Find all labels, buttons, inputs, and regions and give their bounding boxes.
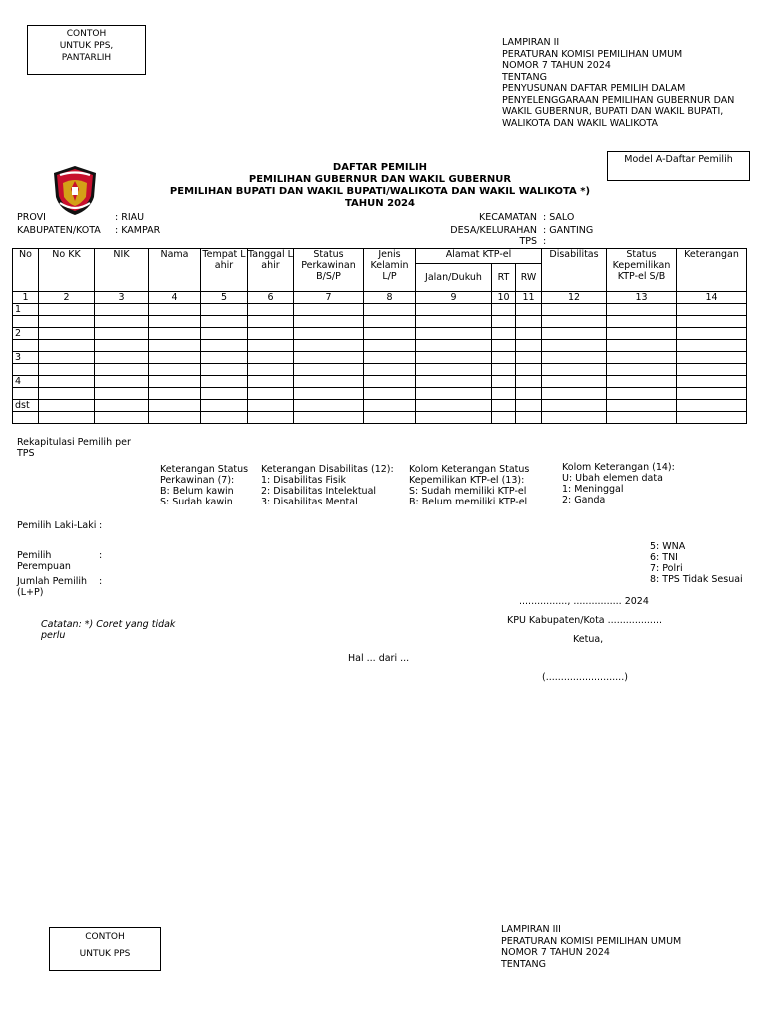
table-cell — [39, 316, 95, 328]
column-number: 13 — [607, 292, 677, 304]
column-number: 5 — [201, 292, 248, 304]
table-cell — [39, 376, 95, 388]
header-status-perkawinan: Status Perkawinan B/S/P — [294, 249, 364, 292]
table-cell — [39, 364, 95, 376]
table-header-row — [13, 249, 747, 264]
header-nama: Nama — [149, 249, 201, 292]
table-cell — [201, 340, 248, 352]
example-box-line: PANTARLIH — [61, 53, 112, 63]
table-cell — [542, 376, 607, 388]
table-cell — [542, 388, 607, 400]
table-cell — [39, 388, 95, 400]
table-cell — [39, 400, 95, 412]
table-cell — [201, 364, 248, 376]
table-cell — [149, 304, 201, 316]
legend-line: Perkawinan (7): — [160, 475, 235, 486]
table-cell — [416, 304, 492, 316]
row-number: dst — [13, 400, 39, 412]
table-cell — [607, 412, 677, 424]
table-cell — [201, 376, 248, 388]
table-cell — [39, 352, 95, 364]
header-no-kk: No KK — [39, 249, 95, 292]
pemilih-perempuan-colon: : — [99, 550, 103, 561]
table-cell — [149, 316, 201, 328]
table-cell — [492, 376, 516, 388]
table-cell — [201, 400, 248, 412]
table-cell — [201, 412, 248, 424]
table-cell — [607, 304, 677, 316]
table-cell — [248, 304, 294, 316]
legend-line: S: Sudah kawin — [160, 497, 233, 504]
table-cell — [516, 400, 542, 412]
row-number: 4 — [13, 376, 39, 388]
rekap-title: Rekapitulasi Pemilih per TPS — [17, 437, 131, 459]
table-cell — [248, 400, 294, 412]
table-cell — [492, 388, 516, 400]
kecamatan-value: : SALO — [543, 212, 575, 223]
legend-line: Keterangan Disabilitas (12): — [261, 464, 394, 475]
table-cell — [149, 388, 201, 400]
table-cell — [95, 412, 149, 424]
catatan-note: Catatan: *) Coret yang tidak perlu — [41, 619, 176, 641]
header-tanggal-lahir: Tanggal Lahir — [248, 249, 294, 292]
table-cell — [294, 388, 364, 400]
table-cell — [607, 400, 677, 412]
table-cell — [294, 340, 364, 352]
table-cell — [95, 340, 149, 352]
provinsi-value: : RIAU — [115, 212, 145, 223]
table-cell — [607, 352, 677, 364]
table-cell — [95, 316, 149, 328]
row-number — [13, 316, 39, 328]
table-cell — [677, 316, 747, 328]
column-number: 7 — [294, 292, 364, 304]
title-line: TAHUN 2024 — [345, 198, 415, 209]
table-cell — [516, 304, 542, 316]
header-status-ktp: Status Kepemilikan KTP-el S/B — [607, 249, 677, 292]
example-box-bottom — [49, 927, 161, 971]
pemilih-perempuan-label: Pemilih Perempuan — [17, 550, 71, 572]
title-line: PEMILIHAN BUPATI DAN WAKIL BUPATI/WALIKOTA DAN WAKIL WALIKOTA *) — [169, 186, 591, 197]
table-cell — [39, 304, 95, 316]
example-box-line: UNTUK PPS, — [59, 41, 114, 51]
lampiran-header-top — [502, 37, 752, 129]
table-cell — [416, 328, 492, 340]
table-cell — [248, 340, 294, 352]
column-number: 2 — [39, 292, 95, 304]
table-cell — [364, 316, 416, 328]
column-number: 3 — [95, 292, 149, 304]
table-cell — [364, 364, 416, 376]
example-box-line: UNTUK PPS — [79, 949, 131, 959]
table-cell — [492, 316, 516, 328]
legend-keterangan — [562, 462, 712, 504]
legend-line: Kolom Keterangan (14): — [562, 462, 675, 473]
pemilih-laki-colon: : — [99, 520, 103, 531]
table-cell — [201, 304, 248, 316]
kabupaten-value: : KAMPAR — [115, 225, 161, 236]
legend-line: 6: TNI — [650, 552, 678, 563]
table-row — [13, 340, 747, 352]
header-alamat: Alamat KTP-el — [416, 249, 542, 264]
table-cell — [248, 364, 294, 376]
table-cell — [364, 412, 416, 424]
legend-line: U: Ubah elemen data — [562, 473, 663, 484]
voter-register-table — [12, 248, 747, 424]
table-cell — [364, 400, 416, 412]
column-number: 1 — [13, 292, 39, 304]
table-cell — [149, 412, 201, 424]
table-cell — [149, 376, 201, 388]
row-number — [13, 388, 39, 400]
signature-date: ................, ................ 2024 — [519, 596, 649, 607]
table-cell — [294, 352, 364, 364]
legend-line: 8: TPS Tidak Sesuai — [650, 574, 743, 585]
table-cell — [416, 400, 492, 412]
column-number: 6 — [248, 292, 294, 304]
table-cell — [201, 352, 248, 364]
legend-line: Kolom Keterangan Status — [409, 464, 530, 475]
signature-ketua: Ketua, — [573, 634, 604, 645]
row-number: 2 — [13, 328, 39, 340]
table-cell — [149, 400, 201, 412]
legend-status-perkawinan — [160, 464, 258, 504]
table-cell — [95, 328, 149, 340]
table-cell — [542, 328, 607, 340]
table-cell — [39, 340, 95, 352]
example-box-line: CONTOH — [85, 932, 125, 942]
row-number — [13, 412, 39, 424]
table-cell — [248, 316, 294, 328]
table-cell — [607, 376, 677, 388]
lampiran-line: PENYELENGGARAAN PEMILIHAN GUBERNUR DAN — [502, 94, 735, 106]
table-row — [13, 388, 747, 400]
title-line: DAFTAR PEMILIH — [332, 162, 428, 173]
legend-line: Kepemilikan KTP-el (13): — [409, 475, 525, 486]
table-cell — [248, 328, 294, 340]
lampiran-line: NOMOR 7 TAHUN 2024 — [502, 60, 611, 71]
table-cell — [516, 388, 542, 400]
column-number: 12 — [542, 292, 607, 304]
table-row — [13, 352, 747, 364]
header-tempat-lahir: Tempat Lahir — [201, 249, 248, 292]
table-cell — [149, 352, 201, 364]
table-cell — [416, 376, 492, 388]
table-cell — [492, 412, 516, 424]
legend-line: B: Belum kawin — [160, 486, 234, 497]
table-row — [13, 412, 747, 424]
tps-label: TPS — [519, 236, 537, 247]
table-cell — [95, 364, 149, 376]
table-cell — [39, 328, 95, 340]
lampiran-line: LAMPIRAN III — [501, 924, 561, 935]
header-no: No — [13, 249, 39, 292]
table-cell — [492, 400, 516, 412]
column-number: 4 — [149, 292, 201, 304]
legend-line: 7: Polri — [650, 563, 683, 574]
table-row — [13, 400, 747, 412]
legend-line: 2: Disabilitas Intelektual — [261, 486, 377, 497]
table-row — [13, 376, 747, 388]
table-cell — [364, 376, 416, 388]
kabupaten-label: KABUPATEN/KOTA — [17, 225, 101, 236]
header-rt: RT — [492, 264, 516, 292]
table-cell — [492, 364, 516, 376]
legend-line: 3: Disabilitas Mental — [261, 497, 358, 504]
table-cell — [39, 412, 95, 424]
table-cell — [677, 304, 747, 316]
lampiran-line: PERATURAN KOMISI PEMILIHAN UMUM — [502, 48, 683, 60]
legend-line: B: Belum memiliki KTP-el — [409, 497, 528, 504]
table-cell — [248, 352, 294, 364]
table-cell — [364, 304, 416, 316]
kpu-logo-icon — [50, 163, 100, 217]
table-cell — [294, 412, 364, 424]
table-cell — [95, 388, 149, 400]
legend-disabilitas — [261, 464, 401, 504]
table-cell — [95, 304, 149, 316]
table-cell — [364, 340, 416, 352]
table-cell — [416, 388, 492, 400]
table-cell — [542, 340, 607, 352]
lampiran-line: WAKIL GUBERNUR, BUPATI DAN WAKIL BUPATI, — [502, 106, 724, 117]
legend-line: Keterangan Status — [160, 464, 249, 475]
table-cell — [416, 340, 492, 352]
table-cell — [416, 316, 492, 328]
pemilih-laki-label: Pemilih Laki-Laki — [17, 520, 97, 531]
legend-keterangan-more — [650, 541, 760, 585]
table-cell — [542, 400, 607, 412]
table-cell — [677, 388, 747, 400]
table-cell — [149, 364, 201, 376]
table-row — [13, 316, 747, 328]
table-cell — [677, 328, 747, 340]
column-number: 8 — [364, 292, 416, 304]
table-cell — [492, 340, 516, 352]
table-row — [13, 328, 747, 340]
lampiran-line: PENYUSUNAN DAFTAR PEMILIH DALAM — [502, 83, 686, 94]
table-cell — [516, 340, 542, 352]
document-title — [130, 162, 630, 210]
table-cell — [294, 376, 364, 388]
table-cell — [364, 328, 416, 340]
table-cell — [607, 388, 677, 400]
table-cell — [516, 412, 542, 424]
signature-kpu: KPU Kabupaten/Kota .................. — [507, 615, 663, 626]
kecamatan-label: KECAMATAN — [479, 212, 537, 223]
table-cell — [542, 304, 607, 316]
header-rw: RW — [516, 264, 542, 292]
table-cell — [607, 364, 677, 376]
table-cell — [294, 304, 364, 316]
lampiran-line: NOMOR 7 TAHUN 2024 — [501, 947, 610, 958]
jumlah-pemilih-colon: : — [99, 576, 103, 587]
table-cell — [677, 412, 747, 424]
table-cell — [294, 364, 364, 376]
table-cell — [95, 352, 149, 364]
row-number: 3 — [13, 352, 39, 364]
table-cell — [542, 352, 607, 364]
table-cell — [149, 328, 201, 340]
header-nik: NIK — [95, 249, 149, 292]
table-cell — [248, 412, 294, 424]
legend-line: 1: Disabilitas Fisik — [261, 475, 346, 486]
row-number: 1 — [13, 304, 39, 316]
table-cell — [201, 388, 248, 400]
table-cell — [294, 316, 364, 328]
table-cell — [677, 400, 747, 412]
table-cell — [607, 328, 677, 340]
table-cell — [492, 304, 516, 316]
signature-name: (..........................) — [542, 672, 628, 683]
page-indicator: Hal ... dari ... — [348, 653, 410, 664]
table-cell — [294, 328, 364, 340]
model-label: Model A-Daftar Pemilih — [624, 154, 733, 165]
table-cell — [201, 328, 248, 340]
title-line: PEMILIHAN GUBERNUR DAN WAKIL GUBERNUR — [248, 174, 512, 185]
desa-value: : GANTING — [543, 225, 594, 236]
table-cell — [677, 376, 747, 388]
table-cell — [492, 328, 516, 340]
table-cell — [516, 352, 542, 364]
tps-value: : — [543, 236, 547, 247]
column-number: 11 — [516, 292, 542, 304]
table-cell — [248, 388, 294, 400]
table-cell — [364, 388, 416, 400]
table-cell — [516, 328, 542, 340]
table-cell — [201, 316, 248, 328]
table-cell — [607, 340, 677, 352]
table-cell — [416, 412, 492, 424]
table-row — [13, 304, 747, 316]
row-number — [13, 364, 39, 376]
column-number: 9 — [416, 292, 492, 304]
table-cell — [364, 352, 416, 364]
lampiran-line: PERATURAN KOMISI PEMILIHAN UMUM — [501, 935, 682, 947]
header-jalan: Jalan/Dukuh — [416, 264, 492, 292]
column-number: 14 — [677, 292, 747, 304]
legend-line: 2: Ganda — [562, 495, 606, 504]
table-cell — [542, 412, 607, 424]
table-cell — [677, 352, 747, 364]
example-box-top — [27, 25, 146, 75]
column-number: 10 — [492, 292, 516, 304]
table-cell — [492, 352, 516, 364]
table-cell — [516, 364, 542, 376]
legend-line: 1: Meninggal — [562, 484, 624, 495]
legend-status-ktp — [409, 464, 554, 504]
table-cell — [416, 364, 492, 376]
table-cell — [677, 364, 747, 376]
lampiran-line: TENTANG — [501, 958, 546, 970]
example-box-line: CONTOH — [66, 29, 107, 39]
lampiran-header-bottom — [501, 924, 751, 970]
table-cell — [248, 376, 294, 388]
table-cell — [95, 400, 149, 412]
lampiran-line: WALIKOTA DAN WAKIL WALIKOTA — [502, 117, 658, 129]
table-cell — [416, 352, 492, 364]
table-cell — [607, 316, 677, 328]
header-disabilitas: Disabilitas — [542, 249, 607, 292]
column-number-row — [13, 292, 747, 304]
legend-line: S: Sudah memiliki KTP-el — [409, 486, 527, 497]
legend-line: 5: WNA — [650, 541, 686, 552]
row-number — [13, 340, 39, 352]
table-cell — [95, 376, 149, 388]
desa-label: DESA/KELURAHAN — [450, 225, 537, 236]
table-cell — [149, 340, 201, 352]
provinsi-label: PROVI — [17, 212, 46, 223]
table-cell — [677, 340, 747, 352]
lampiran-line: LAMPIRAN II — [502, 37, 560, 48]
table-row — [13, 364, 747, 376]
jumlah-pemilih-label: Jumlah Pemilih (L+P) — [17, 576, 88, 598]
table-cell — [516, 376, 542, 388]
table-cell — [542, 316, 607, 328]
header-keterangan: Keterangan — [677, 249, 747, 292]
lampiran-line: TENTANG — [502, 71, 547, 83]
header-jenis-kelamin: Jenis Kelamin L/P — [364, 249, 416, 292]
table-cell — [516, 316, 542, 328]
table-cell — [542, 364, 607, 376]
table-cell — [294, 400, 364, 412]
